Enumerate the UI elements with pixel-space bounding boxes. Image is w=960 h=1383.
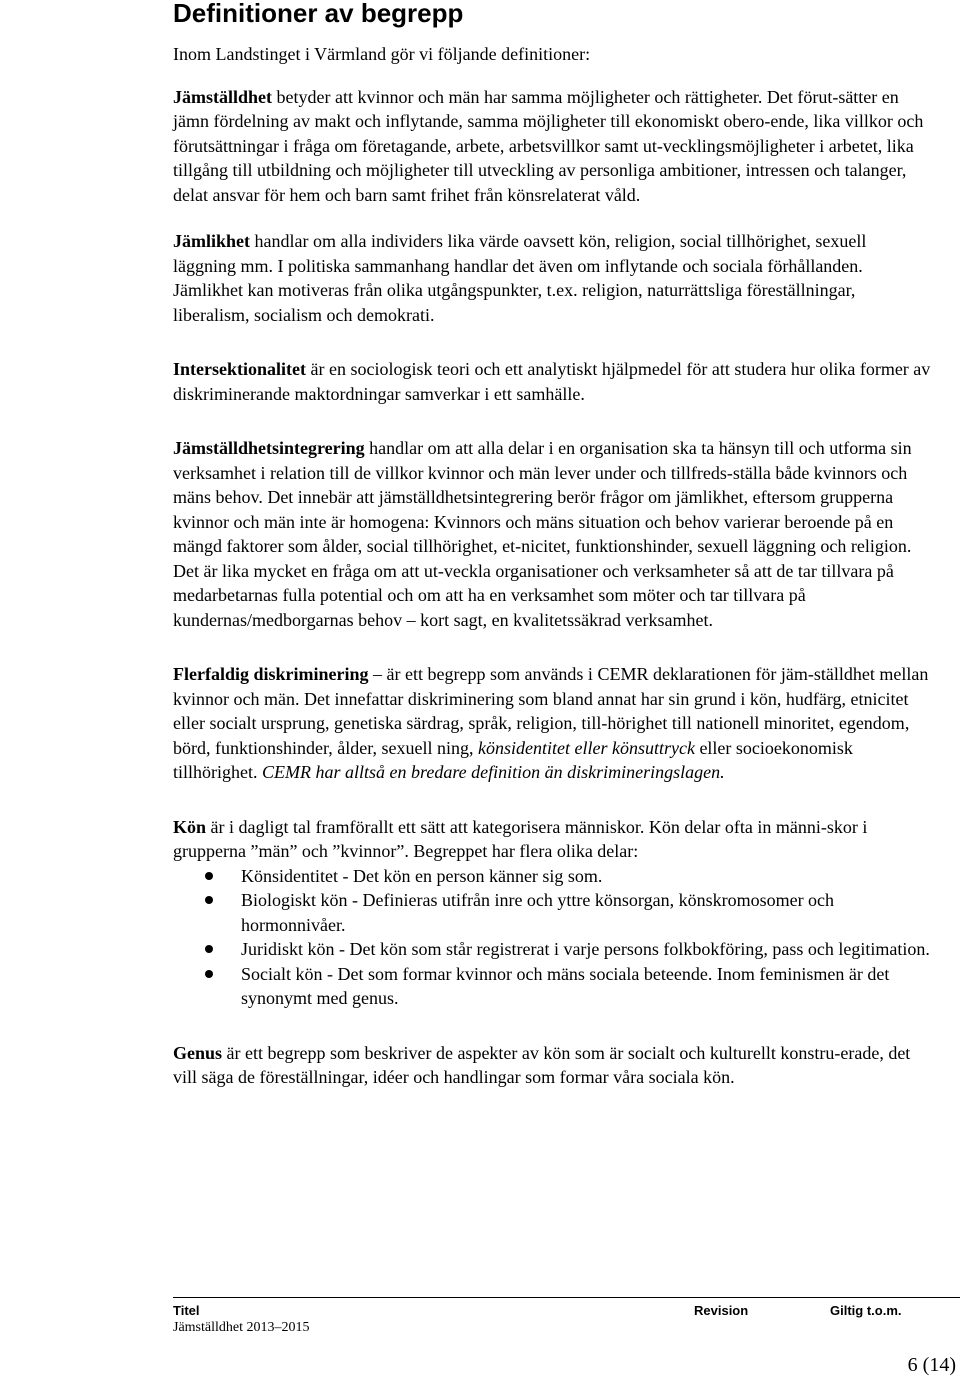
bullet-icon [205, 945, 213, 953]
list-item-text: Socialt kön - Det som formar kvinnor och mäns sociala beteende. Inom feminismen är det synonymt med genus. [241, 963, 890, 1008]
definition-flerfaldig-italic-2: CEMR har alltså en bredare definition än diskrimineringslagen. [262, 762, 725, 782]
definition-flerfaldig-text-2: eller socioekonomisk tillhörighet. [173, 737, 853, 782]
list-item-text: Biologiskt kön - Definieras utifrån inre och yttre könsorgan, könskromosomer och hormonnivåer. [241, 890, 835, 935]
bullet-icon [205, 872, 213, 880]
definition-genus-text: är ett begrepp som beskriver de aspekter av kön som är socialt och kulturellt konstru-erade, det vill säga de föreställningar, idéer och handlingar som formar våra sociala kön. [173, 1042, 911, 1087]
list-item-text: Könsidentitet - Det kön en person känner sig som. [241, 865, 603, 886]
definition-jamlikhet [173, 229, 933, 327]
definition-integrering [173, 436, 933, 632]
page-number: 6 (14) [907, 1354, 956, 1376]
document-body [173, 0, 933, 1090]
definition-genus [173, 1041, 933, 1090]
definition-jamstalldhet-text: betyder att kvinnor och män har samma möjligheter och rättigheter. Det förut-sätter en jämn fördelning av makt och inflytande, samma möjligheter till ekonomiskt obero-ende, lika villkor och förutsättningar i fråga om företagande, arbete, arbetsvillkor samt ut-vecklingsmöjligheter i arbetet, lika tillgång till utbildning och möjligheter till utveckling av personliga ambitioner, intressen och talanger, delat ansvar för hem och barn samt frihet från könsrelaterat våld. [173, 86, 924, 205]
term-jamstalldhet: Jämställdhet [173, 86, 272, 107]
definition-kon [173, 815, 933, 864]
page-title: Definitioner av begrepp [173, 0, 464, 28]
list-item [173, 864, 933, 889]
footer-divider [173, 1297, 960, 1298]
bullet-icon [205, 970, 213, 978]
definition-intersektionalitet [173, 357, 933, 406]
bullet-icon [205, 896, 213, 904]
list-item-text: Juridiskt kön - Det kön som står registrerat i varje persons folkbokföring, pass och legitimation. [241, 939, 930, 959]
footer-revision-label: Revision [694, 1303, 749, 1318]
definition-kon-text: är i dagligt tal framförallt ett sätt att kategorisera människor. Kön delar ofta in männi-skor i grupperna ”män” och ”kvinnor”. Begreppet har flera olika delar: [173, 816, 868, 861]
definition-integrering-text: handlar om att alla delar i en organisation ska ta hänsyn till och utforma sin verksamhet i relation till de villkor kvinnor och män lever under och tillfreds-ställa både kvinnors och mäns behov. Det innebär att jämställdhetsintegrering berör frågor om jämlikhet, eftersom grupperna kvinnor och män inte är homogena: Kvinnors och mäns situation och behov varierar beroende på en mängd faktorer som ålder, social tillhörighet, et-nicitet, funktionshinder, sexuell läggning och religion. Det är lika mycket en fråga om att ut-veckla organisationer och verksamheter så att de tar tillvara på medarbetarnas fulla potential och om att ha en verksamhet som möter och tar tillvara på kundernas/medborgarnas behov – kort sagt, en kvalitetssäkrad verksamhet. [173, 438, 912, 630]
term-jamlikhet: Jämlikhet [173, 231, 251, 251]
term-flerfaldig: Flerfaldig diskriminering [173, 664, 369, 684]
definition-intersektionalitet-text: är en sociologisk teori och ett analytiskt hjälpmedel för att studera hur olika former av diskriminerande maktordningar samverkar i ett samhälle. [173, 359, 931, 404]
term-integrering: Jämställdhetsintegrering [173, 438, 365, 458]
footer-title-label: Titel [173, 1303, 200, 1318]
intro-paragraph: Inom Landstinget i Värmland gör vi följande definitioner: [173, 44, 591, 64]
footer-title-value: Jämställdhet 2013–2015 [173, 1320, 310, 1335]
definition-flerfaldig [173, 662, 933, 785]
term-kon: Kön [173, 816, 207, 837]
list-item [173, 888, 933, 937]
list-item [173, 962, 933, 1011]
definition-flerfaldig-text: – är ett begrepp som används i CEMR deklarationen för jäm-ställdhet mellan kvinnor och män. Det innefattar diskriminering som bland annat har sin grund i kön, hudfärg, etnicitet eller socialt ursprung, genetiska särdrag, språk, religion, till-hörighet till nationell minoritet, egendom, börd, funktionshinder, ålder, sexuell ning, [173, 664, 929, 758]
definition-jamlikhet-text: handlar om alla individers lika värde oavsett kön, religion, social tillhörighet, sexuell läggning mm. I politiska sammanhang handlar det även om inflytande och sociala förhållanden. Jämlikhet kan motiveras från olika utgångspunkter, t.ex. religion, naturrättsliga föreställningar, liberalism, socialism och demokrati. [173, 231, 867, 325]
definition-flerfaldig-italic-1: könsidentitet eller könsuttryck [478, 737, 695, 758]
term-genus: Genus [173, 1042, 223, 1063]
kon-list [173, 864, 933, 1011]
footer-giltig-label: Giltig t.o.m. [830, 1303, 902, 1318]
term-intersektionalitet: Intersektionalitet [173, 359, 306, 379]
list-item [173, 937, 933, 962]
definition-jamstalldhet [173, 85, 933, 208]
